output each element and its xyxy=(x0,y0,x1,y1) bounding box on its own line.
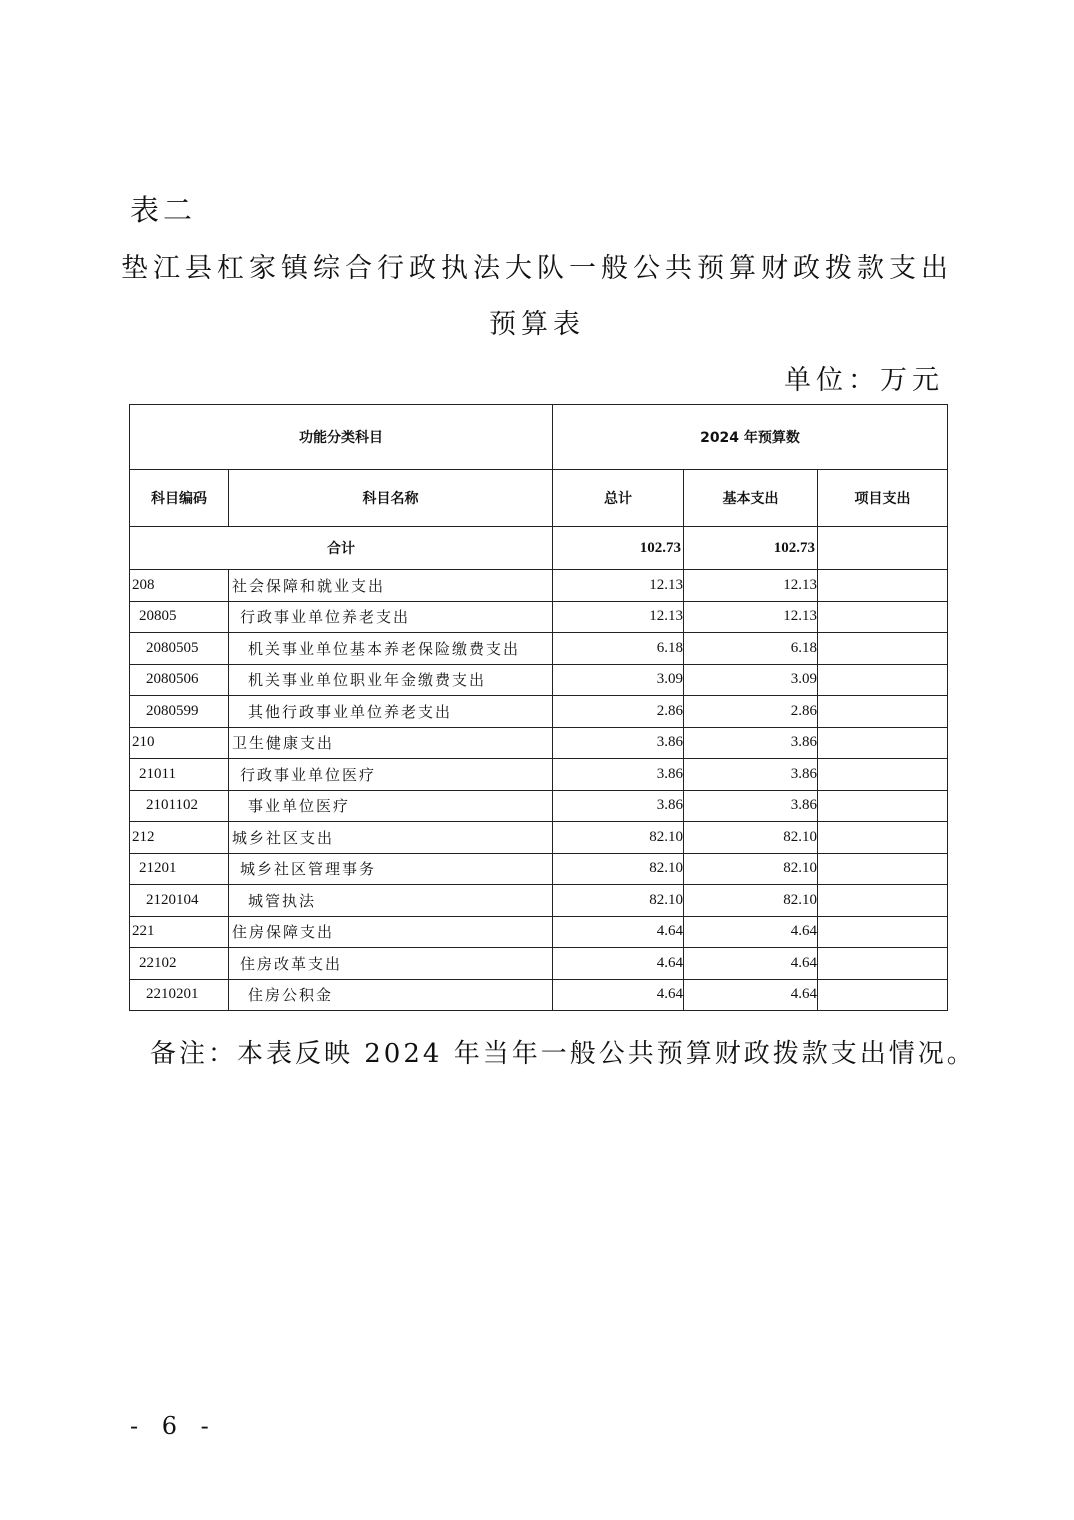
row-project xyxy=(818,790,948,822)
table-group-header-row xyxy=(130,405,948,470)
row-project xyxy=(818,570,948,602)
row-name: 其他行政事业单位养老支出 xyxy=(229,696,553,728)
row-code: 21201 xyxy=(130,853,229,885)
row-name: 城乡社区管理事务 xyxy=(229,853,553,885)
row-total: 3.86 xyxy=(553,727,684,759)
row-total: 4.64 xyxy=(553,916,684,948)
row-project xyxy=(818,979,948,1011)
row-basic: 4.64 xyxy=(684,948,818,980)
row-project xyxy=(818,822,948,854)
row-basic: 3.86 xyxy=(684,727,818,759)
row-project xyxy=(818,601,948,633)
row-basic: 4.64 xyxy=(684,916,818,948)
row-total: 6.18 xyxy=(553,633,684,665)
footnote: 备注：本表反映 2024 年当年一般公共预算财政拨款支出情况。 xyxy=(150,1039,976,1069)
row-basic: 4.64 xyxy=(684,979,818,1011)
row-name: 机关事业单位基本养老保险缴费支出 xyxy=(229,633,553,665)
row-name: 行政事业单位医疗 xyxy=(229,759,553,791)
header-category: 功能分类科目 xyxy=(130,405,553,470)
row-code: 2080505 xyxy=(130,633,229,665)
row-total: 3.86 xyxy=(553,790,684,822)
row-basic: 6.18 xyxy=(684,633,818,665)
table-label: 表二 xyxy=(130,193,197,227)
table-row xyxy=(130,633,948,665)
table-row xyxy=(130,885,948,917)
row-code: 2080599 xyxy=(130,696,229,728)
row-project xyxy=(818,727,948,759)
row-project xyxy=(818,664,948,696)
row-total: 82.10 xyxy=(553,853,684,885)
row-name: 行政事业单位养老支出 xyxy=(229,601,553,633)
row-code: 212 xyxy=(130,822,229,854)
table-row xyxy=(130,916,948,948)
row-total: 3.09 xyxy=(553,664,684,696)
budget-table xyxy=(129,404,948,1011)
row-name: 城乡社区支出 xyxy=(229,822,553,854)
row-basic: 12.13 xyxy=(684,601,818,633)
table-row xyxy=(130,727,948,759)
total-row xyxy=(130,527,948,570)
row-project xyxy=(818,948,948,980)
row-name: 社会保障和就业支出 xyxy=(229,570,553,602)
table-row xyxy=(130,601,948,633)
row-basic: 3.86 xyxy=(684,759,818,791)
header-basic: 基本支出 xyxy=(684,470,818,527)
total-project xyxy=(818,527,948,570)
table-row xyxy=(130,570,948,602)
document-title: 垫江县杠家镇综合行政执法大队一般公共预算财政拨款支出 xyxy=(121,253,953,284)
row-project xyxy=(818,916,948,948)
row-basic: 3.09 xyxy=(684,664,818,696)
row-total: 82.10 xyxy=(553,822,684,854)
table-row xyxy=(130,853,948,885)
row-code: 20805 xyxy=(130,601,229,633)
row-name: 住房保障支出 xyxy=(229,916,553,948)
header-code: 科目编码 xyxy=(130,470,229,527)
row-total: 4.64 xyxy=(553,979,684,1011)
row-total: 82.10 xyxy=(553,885,684,917)
row-total: 12.13 xyxy=(553,601,684,633)
unit-label: 单位：万元 xyxy=(784,365,944,396)
row-code: 2101102 xyxy=(130,790,229,822)
row-basic: 2.86 xyxy=(684,696,818,728)
table-row xyxy=(130,948,948,980)
row-code: 22102 xyxy=(130,948,229,980)
row-total: 4.64 xyxy=(553,948,684,980)
page-number: - 6 - xyxy=(130,1412,217,1440)
row-total: 3.86 xyxy=(553,759,684,791)
header-name: 科目名称 xyxy=(229,470,553,527)
row-code: 210 xyxy=(130,727,229,759)
row-project xyxy=(818,633,948,665)
row-project xyxy=(818,759,948,791)
header-project: 项目支出 xyxy=(818,470,948,527)
header-total: 总计 xyxy=(553,470,684,527)
row-total: 12.13 xyxy=(553,570,684,602)
table-column-header-row xyxy=(130,470,948,527)
row-name: 事业单位医疗 xyxy=(229,790,553,822)
table-row xyxy=(130,979,948,1011)
total-total: 102.73 xyxy=(553,527,684,570)
row-code: 221 xyxy=(130,916,229,948)
row-total: 2.86 xyxy=(553,696,684,728)
row-project xyxy=(818,853,948,885)
row-basic: 12.13 xyxy=(684,570,818,602)
total-basic: 102.73 xyxy=(684,527,818,570)
row-project xyxy=(818,696,948,728)
row-basic: 82.10 xyxy=(684,853,818,885)
row-name: 住房改革支出 xyxy=(229,948,553,980)
row-code: 2080506 xyxy=(130,664,229,696)
row-basic: 82.10 xyxy=(684,885,818,917)
row-basic: 3.86 xyxy=(684,790,818,822)
header-budget-year: 2024 年预算数 xyxy=(553,405,948,470)
row-code: 2120104 xyxy=(130,885,229,917)
table-row xyxy=(130,696,948,728)
table-row xyxy=(130,759,948,791)
row-name: 城管执法 xyxy=(229,885,553,917)
table-row xyxy=(130,664,948,696)
row-name: 卫生健康支出 xyxy=(229,727,553,759)
table-row xyxy=(130,790,948,822)
row-name: 住房公积金 xyxy=(229,979,553,1011)
row-basic: 82.10 xyxy=(684,822,818,854)
row-code: 2210201 xyxy=(130,979,229,1011)
total-label: 合计 xyxy=(130,527,553,570)
row-code: 21011 xyxy=(130,759,229,791)
document-title-continued: 预算表 xyxy=(489,309,585,340)
row-code: 208 xyxy=(130,570,229,602)
row-project xyxy=(818,885,948,917)
table-row xyxy=(130,822,948,854)
row-name: 机关事业单位职业年金缴费支出 xyxy=(229,664,553,696)
